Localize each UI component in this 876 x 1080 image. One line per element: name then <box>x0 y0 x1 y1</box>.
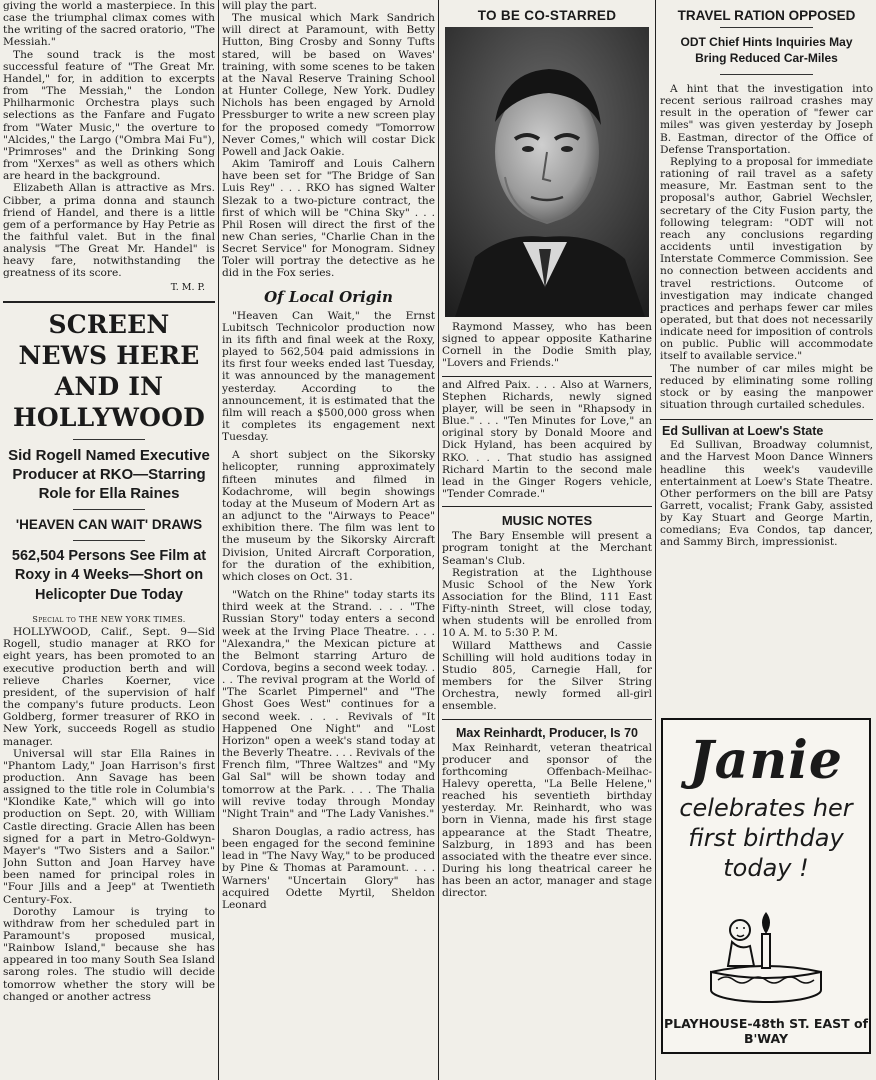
paragraph: Willard Matthews and Cassie Schilling will hold auditions today in Studio 805, Carnegie Hall, for members for the Silver String Orchestra, newly formed all-girl ensemble. <box>442 639 652 713</box>
paragraph: The musical which Mark Sandrich will direct at Paramount, with Betty Hutton, Bing Crosby and Sonny Tufts stared, will be based on Waves' training, with some scenes to be taken at the Naval Reserve Training School at Hunter College, New York. Dudley Nichols has been engaged by Arnold Pressburger to write a new screen play for the proposed comedy "Tomorrow Never Comes," which will costar Dick Powell and Jack Oakie. <box>222 12 435 158</box>
paragraph: A short subject on the Sikorsky helicopter, running approximately fifteen minutes and filmed in Kodachrome, will begin showings today at the Museum of Modern Art as an adjunct to the "Airways to Peace" exhibition there. The film was lent to the museum by the Sikorsky Aircraft Division, United Aircraft Corporation, for the duration of the exhibition, which closes on Oct. 31. <box>222 449 435 583</box>
paragraph: HOLLYWOOD, Calif., Sept. 9—Sid Rogell, studio manager at RKO for eight years, has been promoted to an executive production berth and will relieve Charles Koerner, vice president, of the supervision of half the company's future products. Leon Goldberg, former treasurer of RKO in New York, succeeds Rogell as studio manager. <box>3 626 215 748</box>
paragraph: Elizabeth Allan is attractive as Mrs. Cibber, a prima donna and staunch friend of Handel, and there is a little gem of a performance by Hay Petrie as the faithful valet. But in the final analysis "The Great Mr. Handel" is heavy fare, notwithstanding the greatness of its score. <box>3 182 215 280</box>
paragraph: Max Reinhardt, veteran theatrical producer and sponsor of the forthcoming Offenbach-Meilhac-Halevy operetta, "La Belle Helene," reached his seventieth birthday yesterday. Mr. Reinhardt, who was born in Vienna, made his first stage appearance at the Stadt Theatre, Salzburg, in 1893 and has been associated with the theatre ever since. During his long theatrical career he has been an actor, manager and stage director. <box>442 741 652 900</box>
portrait-photo <box>445 27 649 317</box>
paragraph: A hint that the investigation into recent serious railroad crashes may result in the operation of "fewer car miles" was given yesterday by Joseph B. Eastman, director of the Office of Defense Transportation. <box>660 83 873 156</box>
ad-line: celebrates her <box>679 794 853 822</box>
column-3 <box>442 0 652 1080</box>
paragraph: "Watch on the Rhine" today starts its third week at the Strand. . . . "The Russian Story" today enters a second week at the Irving Place Theatre. . . . "Alexandra," the Mexican picture at the Belmont starring Arturo de Cordova, begins a second week today. . . . The revival program at the World of "The Scarlet Pimpernel" and "The Ghost Goes West" continues for a second week. . . . Revivals of "It Happened One Night" and "Lost Horizon" open a week's stand today at the Beverly Theatre. . . . Revivals of the French film, "Three Waltzes" and "My Gal Sal" will be shown today and tomorrow at the Park. . . . The Thalia will revive today through Monday "Night Train" and "The Lady Vanishes." <box>222 589 435 820</box>
deck-headline: ODT Chief Hints Inquiries May Bring Reduced Car-Miles <box>680 35 853 65</box>
section-headline: TRAVEL RATION OPPOSED <box>677 8 856 23</box>
deck-headline: Sid Rogell Named Executive Producer at RKO—Starring Role for Ella Raines <box>8 446 210 502</box>
column-rule <box>218 0 219 1080</box>
deck-headline: 'HEAVEN CAN WAIT' DRAWS <box>15 516 203 532</box>
column-2 <box>222 0 435 1080</box>
paragraph: Replying to a proposal for immediate rationing of rail travel as a safety measure, Mr. Eastman sent to the proposal's author, Gabriel Wechsler, secretary of the City Fusion party, the following telegram: "ODT will not reach any conclusions regarding accidents until investigation by Interstate Commerce Commission. See no connection between accidents and travel restrictions. Outcome of investigation may indicate changed practices and perhaps fewer car miles operated, but that does not necessarily indicate need for imposition of controls on public. Public will accommodate itself to available service." <box>660 155 873 363</box>
paragraph: The number of car miles might be reduced by eliminating some rolling stock or by easing the manpower situation through curtailed schedules. <box>660 362 873 412</box>
dateline: Special to THE NEW YORK TIMES. <box>32 615 186 625</box>
paragraph: Sharon Douglas, a radio actress, has been engaged for the second feminine lead in "The Navy Way," to be produced by Pine & Thomas at Paramount. . . . Warners' "Uncertain Glory" has acquired Odette Myrtil, Sheldon Leonard <box>222 826 435 911</box>
janie-advertisement <box>661 718 871 1054</box>
ad-line: first birthday <box>688 824 844 852</box>
ad-line: today ! <box>723 854 809 882</box>
section-headline: Ed Sullivan at Loew's State <box>662 424 824 439</box>
column-rule <box>655 0 656 1080</box>
section-headline: MUSIC NOTES <box>501 513 593 529</box>
paragraph: and Alfred Paix. . . . Also at Warners, Stephen Richards, newly signed player, will be seen in "Rhapsody in Blue." . . . "Ten Minutes for Love," an original story by Donald Moore and Dick Hyland, has been acquired by RKO. . . . That studio has assigned Richard Martin to the second male lead in the Ginger Rogers vehicle, "Tender Comrade." <box>442 378 652 501</box>
deck-headline: 562,504 Persons See Film at Roxy in 4 Weeks—Short on Helicopter Due Today <box>11 547 207 603</box>
paragraph: Universal will star Ella Raines in "Phantom Lady," Joan Harrison's first production. Ann Savage has been assigned to the title role in Columbia's "Klondike Kate," which will go into production on Sept. 20, with William Castle directing. Gracie Allen has been signed for a part in Metro-Goldwyn-Mayer's "Two Sisters and a Sailor." John Sutton and Joan Harvey have been named for principal roles in "Four Jills and a Jeep" at Twentieth Century-Fox. <box>3 747 215 906</box>
paragraph: Registration at the Lighthouse Music School of the New York Association for the Blind, 111 East Fifty-ninth Street, will close today, when students will be enrolled from 10 A. M. to 5:30 P. M. <box>442 566 652 640</box>
paragraph: will play the part. <box>222 0 317 12</box>
signature: T. M. P. <box>170 281 205 293</box>
column-1 <box>3 0 215 1080</box>
paragraph: "Heaven Can Wait," the Ernst Lubitsch Technicolor production now in its fifth and final week at the Roxy, played to 562,504 paid admissions in its first four weeks ended last Tuesday, it was announced by the management yesterday. According to the announcement, it is estimated that the film will reach a $500,000 gross when it completes its engagement next Tuesday. <box>222 309 435 444</box>
column-rule <box>438 0 439 1080</box>
paragraph: The Bary Ensemble will present a program tonight at the Merchant Seaman's Club. <box>442 530 652 567</box>
page-headline: SCREEN NEWS HERE AND IN HOLLYWOOD <box>13 309 205 432</box>
birthday-cake-icon <box>696 890 836 1010</box>
ad-title: Janie <box>689 730 843 791</box>
paragraph: giving the world a masterpiece. In this case the triumphal climax comes with the writing of the sacred oratorio, "The Messiah." <box>3 0 215 49</box>
photo-headline: TO BE CO-STARRED <box>477 8 617 23</box>
subhead: Of Local Origin <box>264 287 393 306</box>
paragraph: Akim Tamiroff and Louis Calhern have been set for "The Bridge of San Luis Rey" . . . RKO has signed Walter Slezak to a two-picture contract, the first of which will be "China Sky" . . . Phil Rosen will direct the first of the new Chan series, "Charlie Chan in the Secret Service" for Monogram. Sidney Toler will portray the detective as he did in the Fox series. <box>222 158 435 280</box>
portrait-illustration <box>445 27 649 317</box>
photo-caption: Raymond Massey, who has been signed to appear opposite Katharine Cornell in the Dodie Smith play, "Lovers and Friends." <box>442 321 652 370</box>
paragraph: The sound track is the most successful feature of "The Great Mr. Handel," for, in addition to excerpts from "The Messiah," the London Philharmonic Orchestra plays such selections as the Fanfare and Fugato from "Water Music," the overture to "Alcides," the Largo ("Ombra Mai Fu"), "Primroses" and the Drinking Song from "Xerxes" as well as others which are heard in the background. <box>3 48 215 183</box>
section-headline: Max Reinhardt, Producer, Is 70 <box>455 725 638 740</box>
ad-footer: PLAYHOUSE-48th ST. EAST of B'WAY <box>663 1016 869 1046</box>
paragraph: Dorothy Lamour is trying to withdraw from her scheduled part in Paramount's proposed musical, "Rainbow Island," because she has appeared in too many South Sea Island sarong roles. The studio will decide tomorrow whether the story will be changed or another actress <box>3 905 215 1003</box>
paragraph: Ed Sullivan, Broadway columnist, and the Harvest Moon Dance Winners headline this week's vaudeville entertainment at Loew's State Theatre. Other performers on the bill are Patsy Garrett, vocalist; Frank Gaby, assisted by Kay Stuart and George Martin, comedians; Eva Condos, tap dancer, and Sammy Birch, impressionist. <box>660 439 873 549</box>
